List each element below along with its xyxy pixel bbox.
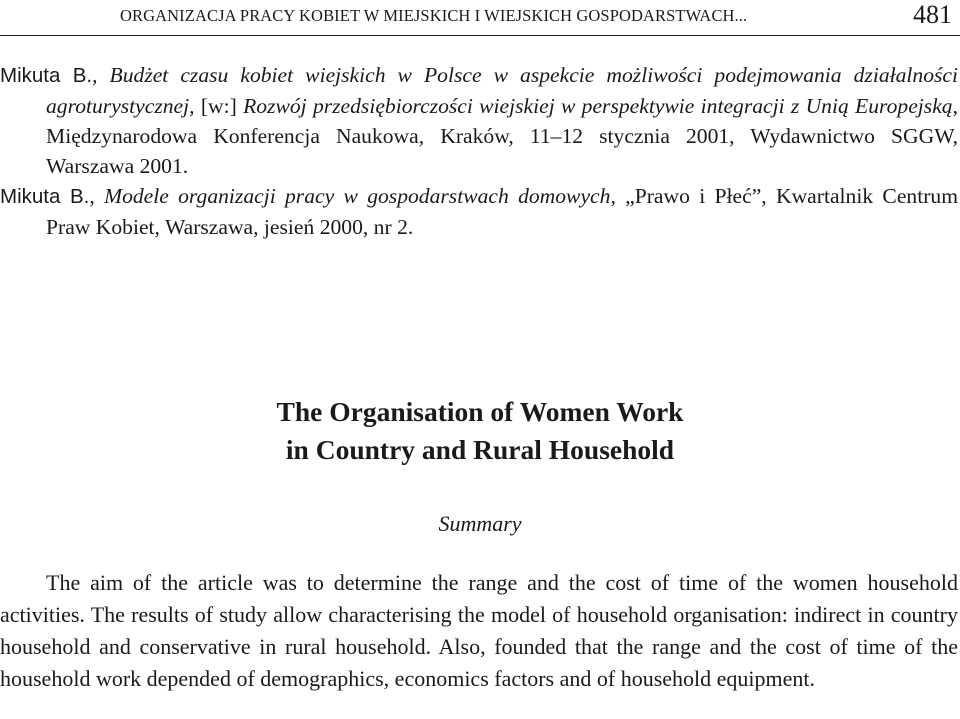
bib-title: Modele organizacji pracy w gospodarstwach domowych — [104, 184, 611, 208]
bib-book-title: Rozwój przedsiębiorczości wiejskiej w perspektywie integracji z Unią Europejską — [243, 94, 953, 118]
bib-author: Mikuta B. — [0, 64, 93, 87]
running-title: ORGANIZACJA PRACY KOBIET W MIEJSKICH I WIEJSKICH GOSPODARSTWACH... — [120, 6, 748, 25]
bibliography-entry-1 — [0, 60, 958, 181]
bibliography — [0, 60, 958, 242]
bib-in-marker: [w:] — [200, 94, 244, 118]
running-header — [0, 0, 960, 44]
summary-section — [0, 393, 960, 695]
header-rule — [0, 35, 960, 36]
bib-separator: , — [92, 63, 110, 87]
summary-heading — [0, 393, 960, 469]
summary-heading-line-1: The Organisation of Women Work — [276, 396, 684, 427]
summary-body: The aim of the article was to determine the range and the cost of time of the women household activities. The results of study allow characterising the model of household organisation: indirect in country household and conservative in rural household. Also, founded that the range and the cost of time of the household work depended of demographics, economics factors and of household equipment. — [0, 570, 958, 691]
page-number: 481 — [913, 0, 952, 29]
bibliography-entry-2 — [0, 181, 958, 242]
bib-title: Budżet czasu kobiet wiejskich w Polsce w aspekcie możliwości podejmowania działalności agroturystycznej, — [46, 63, 958, 118]
bib-author: Mikuta B. — [0, 185, 90, 208]
summary-heading-line-2: in Country and Rural Household — [285, 434, 675, 465]
summary-label: Summary — [438, 511, 522, 536]
bib-publication-details: , Międzynarodowa Konferencja Naukowa, Kraków, 11–12 stycznia 2001, Wydawnictwo SGGW, Warszawa 2001. — [46, 94, 958, 178]
bib-separator: , — [89, 184, 105, 208]
bib-publication-details: , „Prawo i Płeć”, Kwartalnik Centrum Praw Kobiet, Warszawa, jesień 2000, nr 2. — [46, 184, 959, 239]
